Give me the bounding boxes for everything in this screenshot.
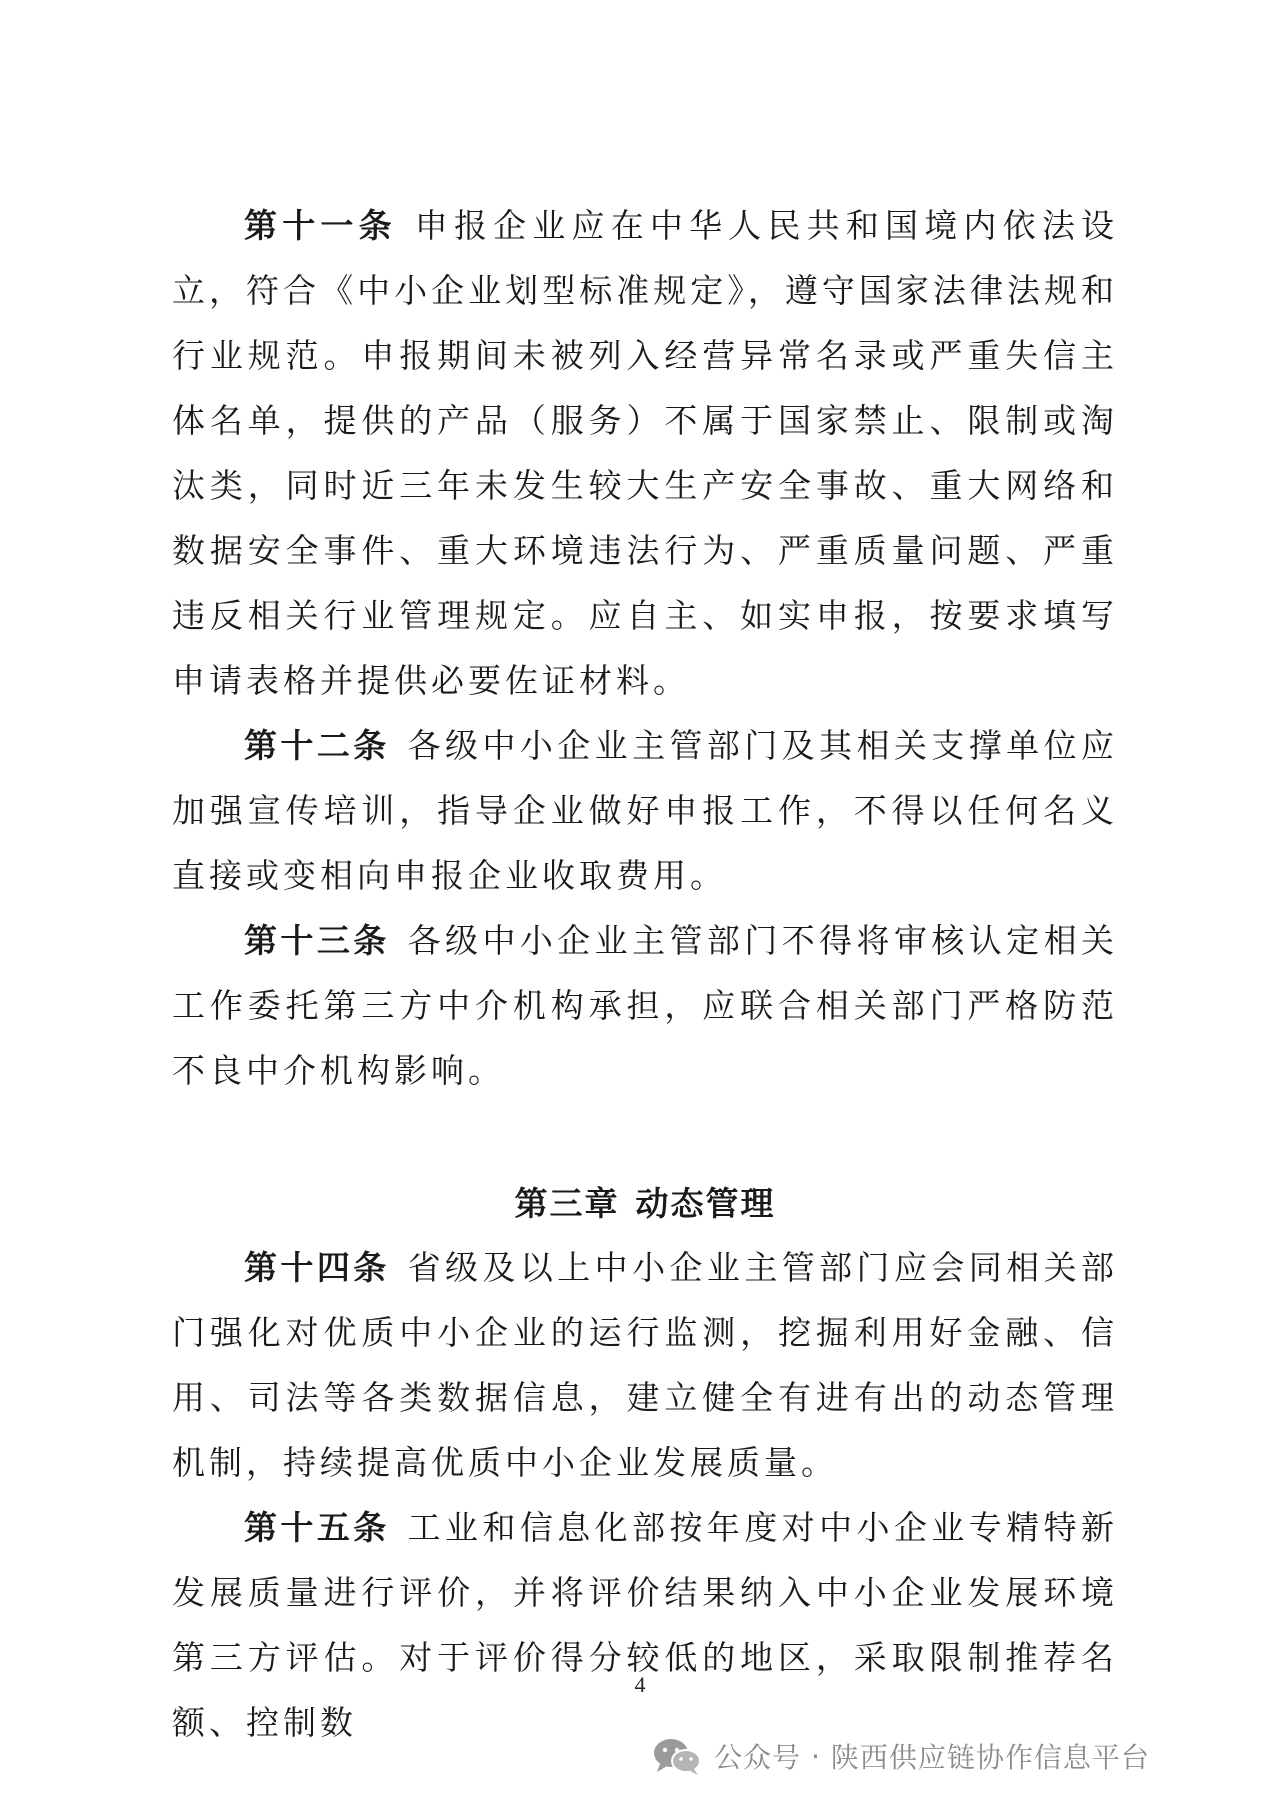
article-text: 省级及以上中小企业主管部门应会同相关部门强化对优质中小企业的运行监测，挖掘利用好金融、信用、司法等各类数据信息，建立健全有进有出的动态管理机制，持续提高优质中小企业发展质量。 <box>172 1248 1119 1482</box>
article-label: 第十一条 <box>244 206 397 245</box>
article-paragraph <box>172 908 1118 1103</box>
wechat-watermark <box>652 1734 1150 1778</box>
article-paragraph <box>172 193 1118 713</box>
chapter-title: 动态管理 <box>635 1184 776 1223</box>
wechat-icon <box>652 1736 702 1776</box>
article-text: 工业和信息化部按年度对中小企业专精特新发展质量进行评价，并将评价结果纳入中小企业发展环境第三方评估。对于评价得分较低的地区，采取限制推荐名额、控制数 <box>172 1508 1119 1742</box>
article-label: 第十二条 <box>244 726 390 765</box>
page-number: 4 <box>634 1672 646 1697</box>
article-paragraph <box>172 1235 1118 1495</box>
article-label: 第十三条 <box>244 921 390 960</box>
article-text: 申报企业应在中华人民共和国境内依法设立，符合《中小企业划型标准规定》，遵守国家法律法规和行业规范。申报期间未被列入经营异常名录或严重失信主体名单，提供的产品（服务）不属于国家禁止、限制或淘汰类，同时近三年未发生较大生产安全事故、重大网络和数据安全事件、重大环境违法行为、严重质量问题、严重违反相关行业管理规定。应自主、如实申报，按要求填写申请表格并提供必要佐证材料。 <box>172 206 1119 700</box>
article-paragraph <box>172 713 1118 908</box>
article-paragraph <box>172 1495 1118 1755</box>
watermark-account: 陕西供应链协作信息平台 <box>830 1741 1150 1774</box>
chapter-heading <box>172 1173 1118 1235</box>
watermark-separator: · <box>811 1739 821 1773</box>
article-label: 第十五条 <box>244 1508 390 1547</box>
article-text: 各级中小企业主管部门不得将审核认定相关工作委托第三方中介机构承担，应联合相关部门严格防范不良中介机构影响。 <box>172 921 1119 1090</box>
article-text: 各级中小企业主管部门及其相关支撑单位应加强宣传培训，指导企业做好申报工作，不得以任何名义直接或变相向申报企业收取费用。 <box>172 726 1119 895</box>
chapter-number: 第三章 <box>514 1184 620 1223</box>
document-body <box>172 193 1118 1755</box>
article-label: 第十四条 <box>244 1248 390 1287</box>
watermark-prefix: 公众号 <box>714 1741 802 1774</box>
